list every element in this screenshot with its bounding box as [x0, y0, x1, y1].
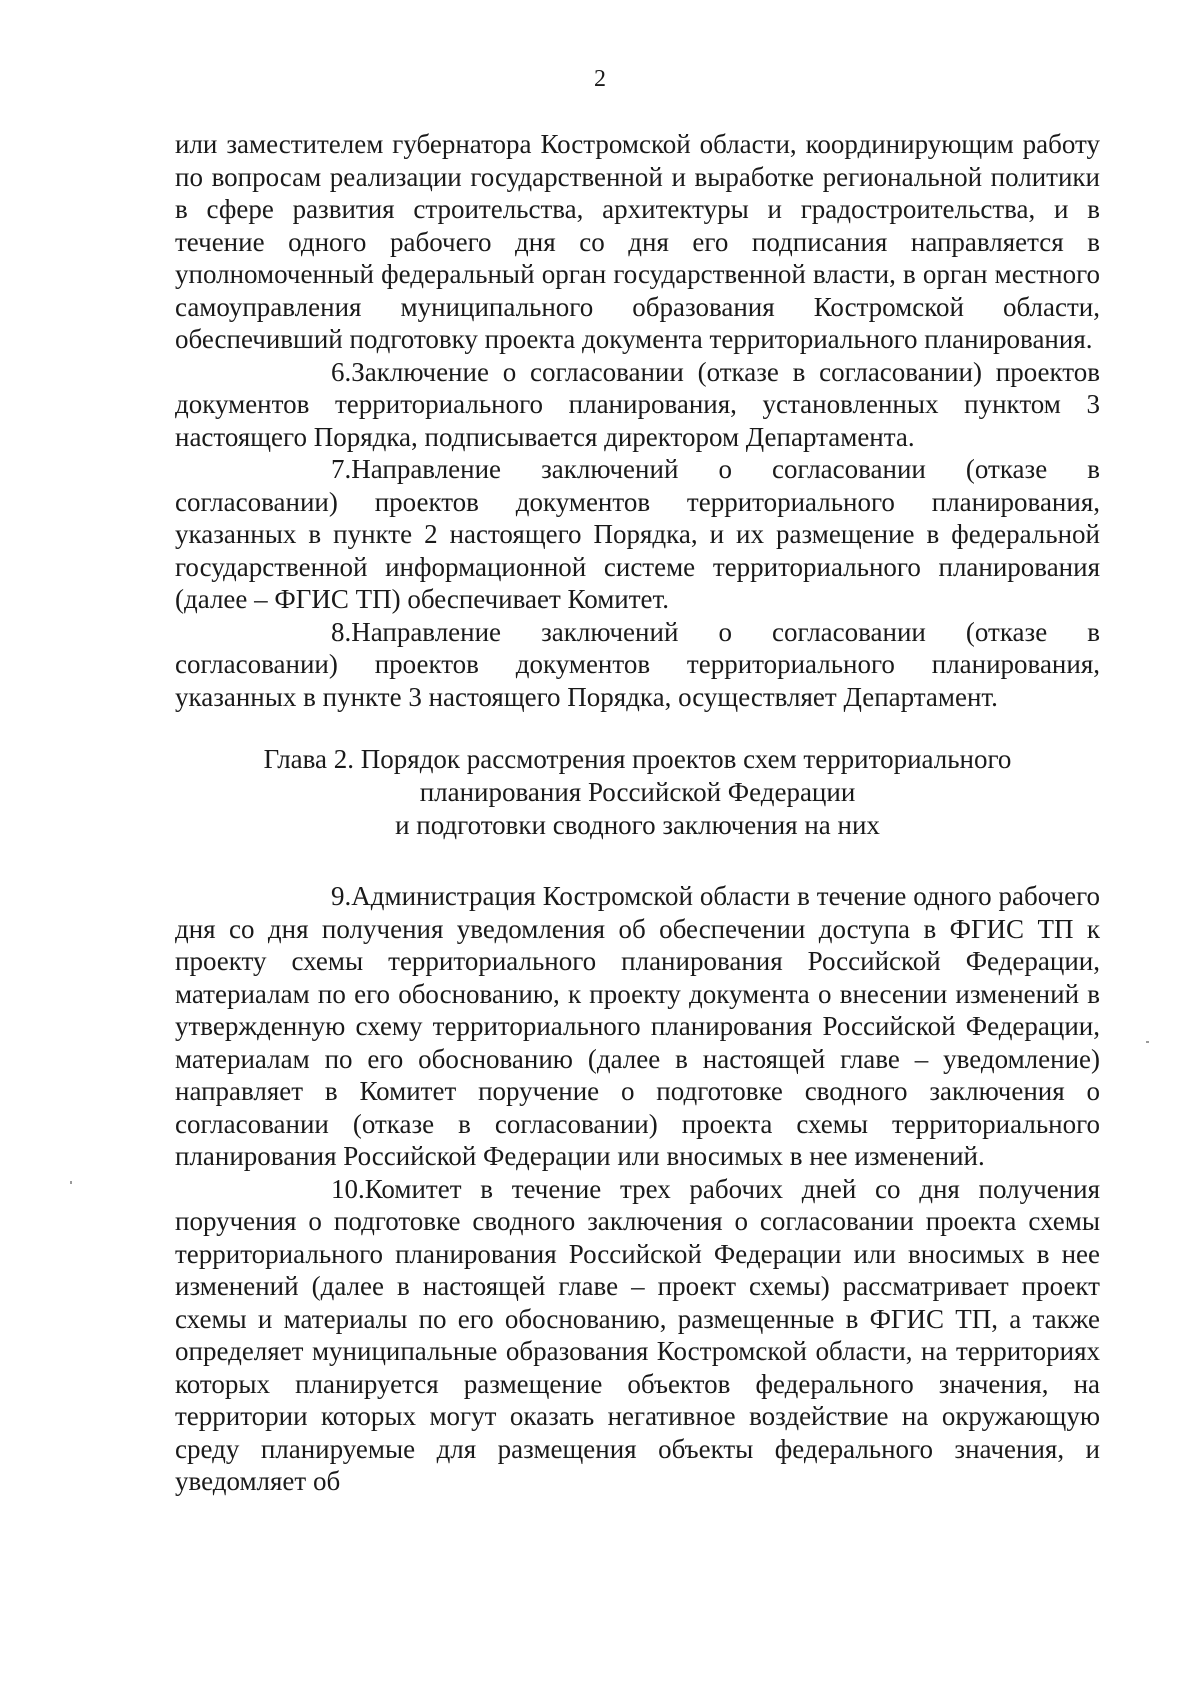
paragraph-text: Направление заключений о согласовании (отказе в согласовании) проектов документов территориального планирования, указанных в пункте 2 настоящего Порядка, и их размещение в федеральной государственной информационной системе территориального планирования (далее – ФГИС ТП) обеспечивает Комитет.	[175, 454, 1100, 614]
paragraph-text: Администрация Костромской области в течение одного рабочего дня со дня получения уведомления об обеспечении доступа в ФГИС ТП к проекту схемы территориального планирования Российской Федерации, материалам по его обоснованию, к проекту документа о внесении изменений в утвержденную схему территориального планирования Российской Федерации, материалам по его обоснованию (далее в настоящей главе – уведомление) направляет в Комитет поручение о подготовке сводного заключения о согласовании (отказе в согласовании) проекта схемы территориального планирования Российской Федерации или вносимых в нее изменений.	[175, 881, 1100, 1171]
scan-speck	[70, 1181, 72, 1184]
chapter-heading-line: и подготовки сводного заключения на них	[395, 810, 880, 840]
scan-speck	[1146, 1041, 1149, 1043]
paragraph-text: Заключение о согласовании (отказе в согласовании) проектов документов территориального планирования, установленных пунктом 3 настоящего Порядка, подписывается директором Департамента.	[175, 356, 1100, 452]
document-body	[175, 128, 1100, 1498]
paragraph-text: Направление заключений о согласовании (отказе в согласовании) проектов документов территориального планирования, указанных в пункте 3 настоящего Порядка, осуществляет Департамент.	[175, 616, 1100, 712]
chapter-heading-line: планирования Российской Федерации	[419, 777, 856, 807]
paragraph-number: 9.	[331, 881, 352, 911]
paragraph-number: 10.	[331, 1173, 365, 1204]
paragraph-text: Комитет в течение трех рабочих дней со дня получения поручения о подготовке сводного заключения о согласовании проекта схемы территориального планирования Российской Федерации или вносимых в нее изменений (далее в настоящей главе – проект схемы) рассматривает проект схемы и материалы по его обоснованию, размещенные в ФГИС ТП, а также определяет муниципальные образования Костромской области, на территориях которых планируется размещение объектов федерального значения, на территории которых могут оказать негативное воздействие на окружающую среду планируемые для размещения объекты федерального значения, и уведомляет об	[175, 1173, 1100, 1496]
continuation-paragraph: или заместителем губернатора Костромской области, координирующим работу по вопросам реализации государственной и выработке региональной политики в сфере развития строительства, архитектуры и градостроительства, и в течение одного рабочего дня со дня его подписания направляется в уполномоченный федеральный орган государственной власти, в орган местного самоуправления муниципального образования Костромской области, обеспечивший подготовку проекта документа территориального планирования.	[175, 129, 1100, 354]
paragraph-number: 6.	[331, 356, 352, 387]
paragraph-6	[175, 356, 1100, 454]
paragraph-10	[175, 1173, 1100, 1498]
page-number: 2	[594, 66, 606, 92]
chapter-heading-line: Глава 2. Порядок рассмотрения проектов схем территориального	[263, 744, 1012, 774]
paragraph-9	[175, 880, 1100, 1173]
paragraph-7	[175, 453, 1100, 616]
paragraph-number: 7.	[331, 454, 352, 484]
paragraph-number: 8.	[331, 616, 352, 647]
paragraph-8	[175, 616, 1100, 714]
chapter-heading	[175, 743, 1100, 842]
